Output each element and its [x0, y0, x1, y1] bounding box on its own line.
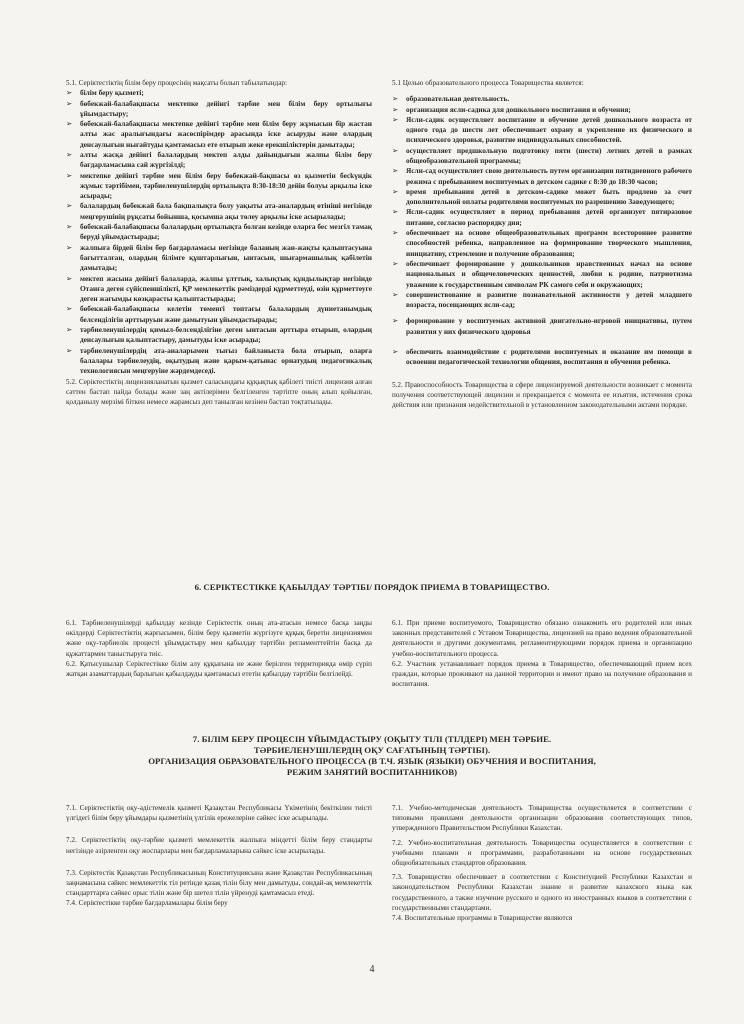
list-item: ➢ бөбекжай-балабақшасы мектепке дейінгі тәрбие мен білім беру жұмысын бір жастан алты жас аралығындағы жасөспірімдер арасында іске асыруды және олардың денсаулығын нығайтуды қамтамасыз ете отырып жеке ерекшіліктерін дамытады;: [66, 119, 372, 150]
list-item: ➢ обеспечивает на основе общеобразовательных программ всестороннее развитие способностей ребенка, направленное на формирование творческого мышления, инициативу, стремление и получение образования;: [392, 228, 692, 259]
right-para-5-2: 5.2. Правоспособность Товарищества в сфере лицензируемой деятельности возникает с момента получения соответствующей лицензии и прекращается с момента ее изъятия, истечения срока действия или признания недействительной в установленном законодательными актами порядке.: [392, 380, 692, 410]
list-item: ➢ жалпыға бірдей білім бер бағдарламасы негізінде баланың жан-жақты қалыптасуына бағытталған, олардың білімге құштарлығын, ынтасын, шығармашылық қабілетін дамытады;: [66, 243, 372, 274]
left-para-7-4: 7.4. Серіктестікке тәрбие бағдарламалары білім беру: [66, 899, 228, 908]
list-item: ➢ балалардың бөбекжай бала бақшалықта болу уақыты ата-аналардың өтініші негізінде меңгерушінің рұқсаты бойынша, қосымша ақы төлеу арқылы іске асырылады;: [66, 201, 372, 222]
right-para-7-4: 7.4. Воспитательные программы в Товариществе являются: [392, 914, 573, 923]
right-para-6-2: 6.2. Участник устанавливает порядок приема в Товарищество, обеспечивающий прием всех граждан, которые проживают на данной территории и имеют право на получение образования и воспитания.: [392, 659, 692, 689]
list-item: ➢ бөбекжай-балабақшасы келетін төменгі топтағы балалардың дүниетанымдық белсенділігін арттыруын және дамытуын ұйымдастырады;: [66, 304, 372, 325]
right-intro-5-1: 5.1 Целью образовательного процесса Товарищества является:: [392, 79, 584, 87]
left-para-7-3: 7.3. Серіктестік Қазақстан Республикасының Конституциясына және Қазақстан Республикасының заңнамасына сәйкес мемлекеттік тіл ретінде қазақ тілін білу мен дамытуды, сондай-ақ мемлекеттік стандарттарға сәйкес орыс тілін және бір шетел тілін үйренуді қамтамасыз етеді.: [66, 868, 372, 898]
section-7-left: [66, 803, 372, 909]
left-column-5: [66, 78, 372, 407]
left-para-6-1: 6.1. Тәрбиеленушілерді қабылдау кезінде Серіктестік оның ата-атасын немесе басқа заңды өкілдерді Серіктестіктің жарғысымен, білім беру қызметін жүргізуге құқық беретін лицензиямен және оқу-тәрбиелік процесті ұйымдастыру мен қабылдау тәртібін регламенттейтін басқа да құжаттармен таныстыруға тиіс.: [66, 619, 372, 658]
list-item: ➢ алты жасқа дейінгі балалардың мектеп алды дайындығын жалпы білім беру бағдарламасына сай жүргізілді;: [66, 150, 372, 171]
section-6-left: [66, 618, 372, 679]
list-item: ➢ обеспечить взаимодействие с родителями воспитуемых и оказание им помощи в освоении педагогической технологии общения, воспитания и обучения ребенка.: [392, 347, 692, 368]
section-6-heading: 6. СЕРІКТЕСТІККЕ ҚАБЫЛДАУ ТӘРТІБІ/ ПОРЯДОК ПРИЕМА В ТОВАРИЩЕСТВО.: [194, 582, 550, 592]
right-para-7-3: 7.3. Товарищество обеспечивает в соответствии с Конституцией Республики Казахстан и законодательством Республики Казахстан знание и развитие казахского языка как государственного, а также изучение русского и одного из иностранных языков в соответствии с государственными стандартами.: [392, 873, 692, 912]
list-item: ➢ организация ясли-садика для дошкольного воспитания и обучения;: [392, 105, 692, 115]
left-intro-5-1: 5.1. Серіктестіктің білім беру процесінің мақсаты болып табылатындар:: [66, 79, 287, 87]
list-item: ➢ Ясли-садик осуществляет воспитание и обучение детей дошкольного возраста от одного года до шести лет обеспечивает охрану и укрепление их физического и психического здоровья, развитие индивидуальных способностей.: [392, 115, 692, 146]
section-7-right: [392, 803, 692, 923]
list-item: ➢ время пребывания детей в детском-садике может быть продлено за счет дополнительной оплаты родителями воспитуемых по разрешению Заведующего;: [392, 187, 692, 208]
list-item: ➢ бөбекжай-балабақшасы мектепке дейінгі тәрбие мен білім беру ортылығы ұйымдастыру;: [66, 99, 372, 120]
left-para-6-2: 6.2. Қатысушылар Серіктестікке білім алу құқығына ие және берілген территорияда өмір сүріп жатқан азаматтардың барлығын қабылдауды қамтамасыз ететін қабылдау тәртібін белгілейді.: [66, 659, 372, 679]
right-para-6-1: 6.1. При приеме воспитуемого, Товарищество обязано ознакомить его родителей или иных законных представителей с Уставом Товарищества, лицензией на право ведения образовательной деятельности и другими документами, регламентирующими порядок приема и организацию учебно-воспитательного процесса.: [392, 619, 692, 658]
left-para-7-2: 7.2. Серіктестіктің оқу-тәрбие қызметі мемлекеттік жалпыға міндетті білім беру стандарты негізінде әзірленген оқу жоспарлары мен бағдарламаларына сәйкес іске асырылады.: [66, 836, 372, 855]
left-para-7-1: 7.1. Серіктестіктің оқу-әдістемелік қызметі Қазақстан Республикасы Үкіметінің бекіткілен тиісті үлгідегі білім беру ұйымдары қызметінің үлгілік ережелеріне сәйкес іске асырылады.: [66, 804, 372, 823]
list-item: ➢ образовательная деятельность.: [392, 94, 692, 104]
left-para-5-2: 5.2. Серіктестіктің лицензияланатын қызмет саласындағы құқықтық қабілеті тиісті лицензия алған сәттен бастап пайда болады және заң актілерімен белгіленген тәртіпте оның алып қойылған, қолданылу мерзімі біткен немесе жарамсыз деп танылған кезінен бастап тоқтатылады.: [66, 377, 372, 406]
list-item: ➢ формирование у воспитуемых активной двигательно-игровой инициативы, путем развития у них физического здоровья: [392, 316, 692, 337]
list-item: ➢ обеспечивает формирование у дошкольников нравственных начал на основе национальных и общечеловеческих ценностей, любви к родине, патриотизма уважение к государственным символам РК самого себя и окружающих;: [392, 259, 692, 290]
list-item: ➢ Ясли-сад осуществляет свою деятельность путем организации пятидневного рабочего режима с пребыванием воспитуемых в детском садике с 8:30 до 18:30 часов;: [392, 166, 692, 187]
list-item: ➢ совершенствование и развитие познавательной активности у детей младшего возраста, посещающих ясли-сад;: [392, 290, 692, 311]
list-item: ➢ Ясли-садик осуществляет в период пребывания детей организует пятиразовое питание, согласно распорядку дня;: [392, 207, 692, 228]
section-7-heading-line-1: 7. БІЛІМ БЕРУ ПРОЦЕСІН ҰЙЫМДАСТЫРУ (ОҚЫТУ ТІЛІ (ТІЛДЕРІ) МЕН ТӘРБИЕ.: [192, 734, 552, 744]
section-7-heading-line-3: ОРГАНИЗАЦИЯ ОБРАЗОВАТЕЛЬНОГО ПРОЦЕССА (В Т.Ч. ЯЗЫК (ЯЗЫКИ) ОБУЧЕНИЯ И ВОСПИТАНИЯ,: [148, 756, 596, 766]
list-item: ➢ бөбекжай-балабақшасы балалардың ортылықта болған кезінде оларға бес мезгіл тамақ беруді ұйымдастырады;: [66, 222, 372, 243]
left-goals-list: [66, 88, 372, 376]
list-item: ➢ мектеп жасына дейінгі балаларда, жалпы ұлттық, халықтық құндылықтар негізінде Отанға деген сүйіспеншілікті, ҚР мемлекеттік рәміздерді құрметтеуді, өзін құрметтеуге деген жағымды көзқарасты қалыптастырады;: [66, 274, 372, 305]
page-number: 4: [369, 964, 375, 975]
section-7-heading-line-4: РЕЖИМ ЗАНЯТИЙ ВОСПИТАННИКОВ): [286, 767, 458, 777]
list-item: ➢ мектепке дейінгі тәрбие мен білім беру бөбекжай-бақшасы өз қызметін бесkүндік жұмыс тәртібімен, тәрбиеленушілердің ортылықта 8:30-18:30 дейін болуы арқылы іске асырады;: [66, 171, 372, 202]
section-6-right: [392, 618, 692, 689]
right-goals-list: [392, 94, 692, 367]
section-7-heading-line-2: ТӘРБИЕЛЕНУШІЛЕРДІҢ ОҚУ САҒАТЫНЫҢ ТӘРТІБІ).: [253, 745, 491, 755]
list-item: ➢ тәрбиеленушілердің қимыл-белсенділігіне деген ынтасын арттыра отырып, олардың денсаулығын қалыптастыру, дамытуды іске асырады;: [66, 325, 372, 346]
right-column-5: [392, 78, 692, 410]
right-para-7-1: 7.1. Учебно-методическая деятельность Товарищества осуществляется в соответствии с типовыми правилами деятельности организации образования соответствующих типов, утвержденного Правительством Республики Казахстан.: [392, 804, 692, 833]
list-item: ➢ осуществляет предшкольную подготовку пяти (шести) летних детей в рамках общеобразовательной программы;: [392, 146, 692, 167]
list-item: ➢ білім беру қызметі;: [66, 88, 372, 98]
section-7-heading: [60, 734, 684, 778]
list-item: ➢ тәрбиеленушілердің ата-аналарымен тығыз байланыста бола отырып, оларға балалары тәрбиелеудің, оқытудың және қарым-қатынас орнатудың педагогикалық технологиясын меңгеруіне жәрдемдеседі.: [66, 346, 372, 377]
right-para-7-2: 7.2. Учебно-воспитательная деятельность Товарищества осуществляется в соответствии с учебными планами и программами, разработанными на основе государственных общеобязательных стандартов образования.: [392, 838, 692, 868]
